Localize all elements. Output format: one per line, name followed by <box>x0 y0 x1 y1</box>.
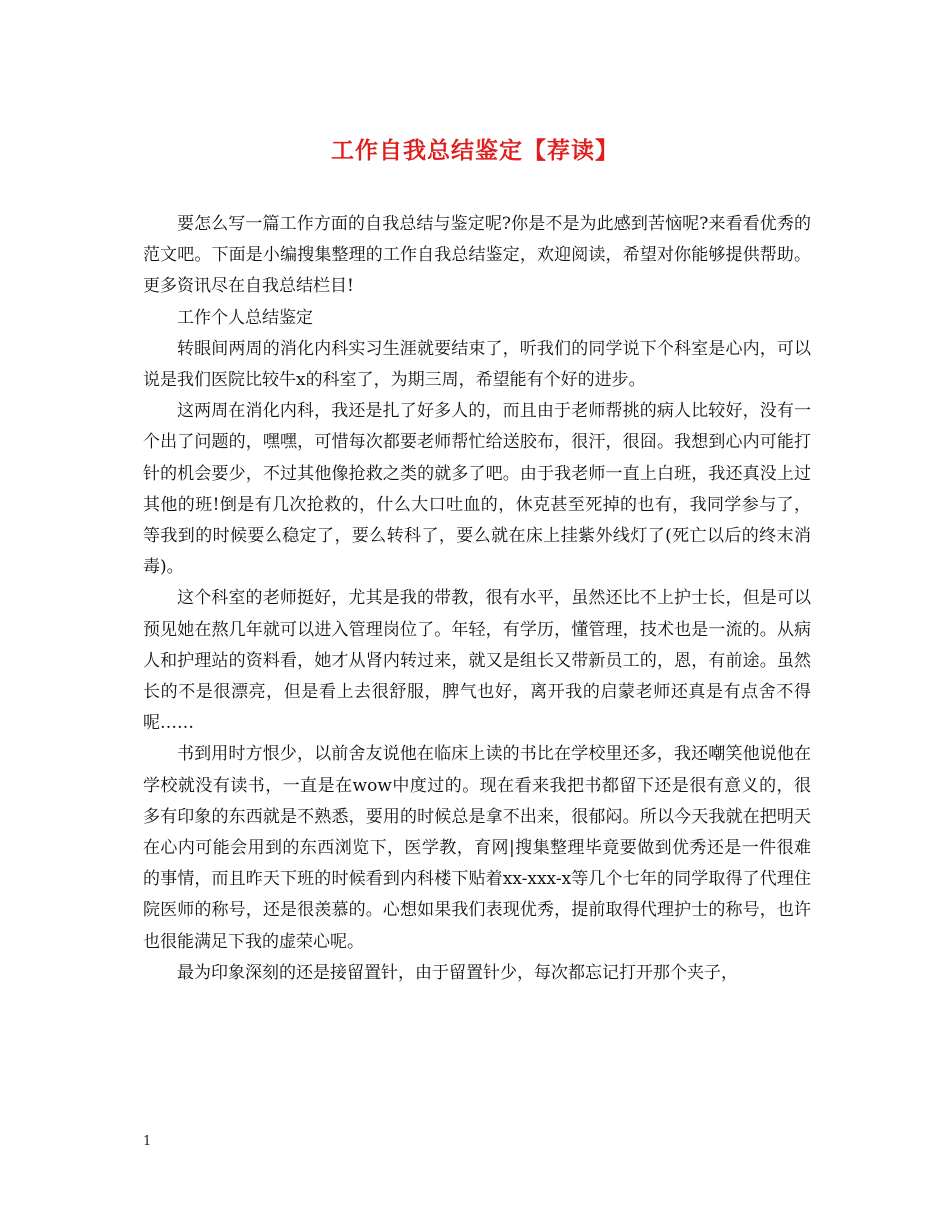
paragraph-1: 转眼间两周的消化内科实习生涯就要结束了，听我们的同学说下个科室是心内，可以说是我们医院比较牛x的科室了，为期三周，希望能有个好的进步。 <box>143 338 811 391</box>
paragraph-4: 书到用时方恨少，以前舍友说他在临床上读的书比在学校里还多，我还嘲笑他说他在学校就没有读书，一直是在wow中度过的。现在看来我把书都留下还是很有意义的，很多有印象的东西就是不熟悉，要用的时候总是拿不出来，很郁闷。所以今天我就在把明天在心内可能会用到的东西浏览下，医学教，育网|搜集整理毕竟要做到优秀还是一件很难的事情，而且昨天下班的时候看到内科楼下贴着xx-xxx-x等几个七年的同学取得了代理住院医师的称号，还是很羡慕的。心想如果我们表现优秀，提前取得代理护士的称号，也许也很能满足下我的虚荣心呢。 <box>143 744 811 952</box>
document-title: 工作自我总结鉴定【荐读】 <box>331 138 619 164</box>
paragraph-subheading: 工作个人总结鉴定 <box>177 307 313 328</box>
document-body <box>143 209 811 989</box>
page-number: 1 <box>143 1134 152 1149</box>
paragraph-5: 最为印象深刻的还是接留置针，由于留置针少，每次都忘记打开那个夹子， <box>177 962 738 983</box>
paragraph-3: 这个科室的老师挺好，尤其是我的带教，很有水平，虽然还比不上护士长，但是可以预见她在熬几年就可以进入管理岗位了。年轻，有学历，懂管理，技术也是一流的。从病人和护理站的资料看，她才从肾内转过来，就又是组长又带新员工的，恩，有前途。虽然长的不是很漂亮，但是看上去很舒服，脾气也好，离开我的启蒙老师还真是有点舍不得呢…… <box>143 588 811 734</box>
paragraph-2: 这两周在消化内科，我还是扎了好多人的，而且由于老师帮挑的病人比较好，没有一个出了问题的，嘿嘿，可惜每次都要老师帮忙给送胶布，很汗，很囧。我想到心内可能打针的机会要少，不过其他像抢救之类的就多了吧。由于我老师一直上白班，我还真没上过其他的班!倒是有几次抢救的，什么大口吐血的，休克甚至死掉的也有，我同学参与了，等我到的时候要么稳定了，要么转科了，要么就在床上挂紫外线灯了(死亡以后的终末消毒)。 <box>143 401 811 578</box>
paragraph-intro: 要怎么写一篇工作方面的自我总结与鉴定呢?你是不是为此感到苦恼呢?来看看优秀的范文吧。下面是小编搜集整理的工作自我总结鉴定，欢迎阅读，希望对你能够提供帮助。更多资讯尽在自我总结栏目! <box>143 214 811 297</box>
